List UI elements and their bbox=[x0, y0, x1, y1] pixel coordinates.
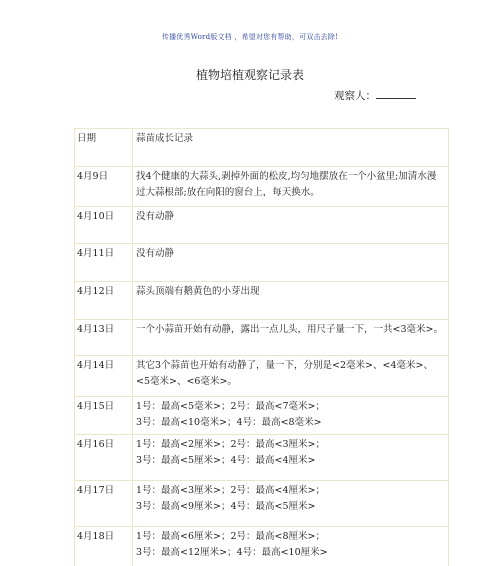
table-row bbox=[75, 435, 449, 481]
table-row bbox=[75, 397, 449, 435]
table-header-row bbox=[75, 129, 449, 167]
table-row bbox=[75, 481, 449, 527]
table-row bbox=[75, 527, 449, 566]
table-row bbox=[75, 356, 449, 397]
record-line: 3号：最高<12厘米>；4号：最高<10厘米> bbox=[136, 547, 328, 558]
row-record: 找4个健康的大蒜头,剥掉外面的松皮,均匀地摆放在一个小盆里;加清水漫过大蒜根部;放在向阳的窗台上，每天换水。 bbox=[133, 167, 449, 207]
record-line: 3号：最高<10毫米>；4号：最高<8毫米> bbox=[136, 417, 322, 428]
record-line: 1号：最高<6厘米>；2号：最高<8厘米>； bbox=[136, 531, 326, 542]
row-date: 4月16日 bbox=[75, 435, 133, 481]
table-row bbox=[75, 244, 449, 282]
row-date: 4月9日 bbox=[75, 167, 133, 207]
record-line: 3号：最高<9厘米>；4号：最高<5厘米> bbox=[136, 501, 316, 512]
row-record: 蒜头顶端有鹅黄色的小芽出现 bbox=[133, 282, 449, 320]
row-date: 4月17日 bbox=[75, 481, 133, 527]
record-line: 1号：最高<5毫米>；2号：最高<7毫米>； bbox=[136, 401, 326, 412]
header-record: 蒜苗成长记录 bbox=[133, 129, 449, 167]
record-line: 3号：最高<5厘米>；4号：最高<4厘米> bbox=[136, 455, 316, 466]
watermark-notice[interactable]: 传播优秀Word版文档 ，希望对您有帮助，可双击去除! bbox=[161, 33, 339, 41]
row-date: 4月15日 bbox=[75, 397, 133, 435]
row-record bbox=[133, 481, 449, 527]
row-record: 没有动静 bbox=[133, 244, 449, 282]
page-title: 植物培植观察记录表 bbox=[195, 68, 304, 82]
table-row bbox=[75, 167, 449, 207]
row-date: 4月12日 bbox=[75, 282, 133, 320]
row-record bbox=[133, 397, 449, 435]
table-row bbox=[75, 282, 449, 320]
row-date: 4月10日 bbox=[75, 207, 133, 244]
record-line: 1号：最高<2厘米>；2号：最高<3厘米>； bbox=[136, 439, 326, 450]
table-row bbox=[75, 207, 449, 244]
observer-blank-line bbox=[376, 88, 416, 99]
row-record: 其它3个蒜苗也开始有动静了，量一下，分别是<2毫米>、<4毫米>、<5毫米>、<6毫米>。 bbox=[133, 356, 449, 397]
row-date: 4月11日 bbox=[75, 244, 133, 282]
table-row bbox=[75, 320, 449, 356]
observer-field bbox=[334, 88, 416, 103]
record-line: 1号：最高<3厘米>；2号：最高<4厘米>； bbox=[136, 485, 326, 496]
row-record: 没有动静 bbox=[133, 207, 449, 244]
observation-table bbox=[74, 128, 449, 566]
row-record: 一个小蒜苗开始有动静，露出一点儿头，用尺子量一下，一共<3毫米>。 bbox=[133, 320, 449, 356]
row-date: 4月14日 bbox=[75, 356, 133, 397]
row-record bbox=[133, 527, 449, 566]
row-date: 4月18日 bbox=[75, 527, 133, 566]
row-date: 4月13日 bbox=[75, 320, 133, 356]
header-date: 日期 bbox=[75, 129, 133, 167]
observer-label: 观察人： bbox=[334, 90, 376, 102]
row-record bbox=[133, 435, 449, 481]
